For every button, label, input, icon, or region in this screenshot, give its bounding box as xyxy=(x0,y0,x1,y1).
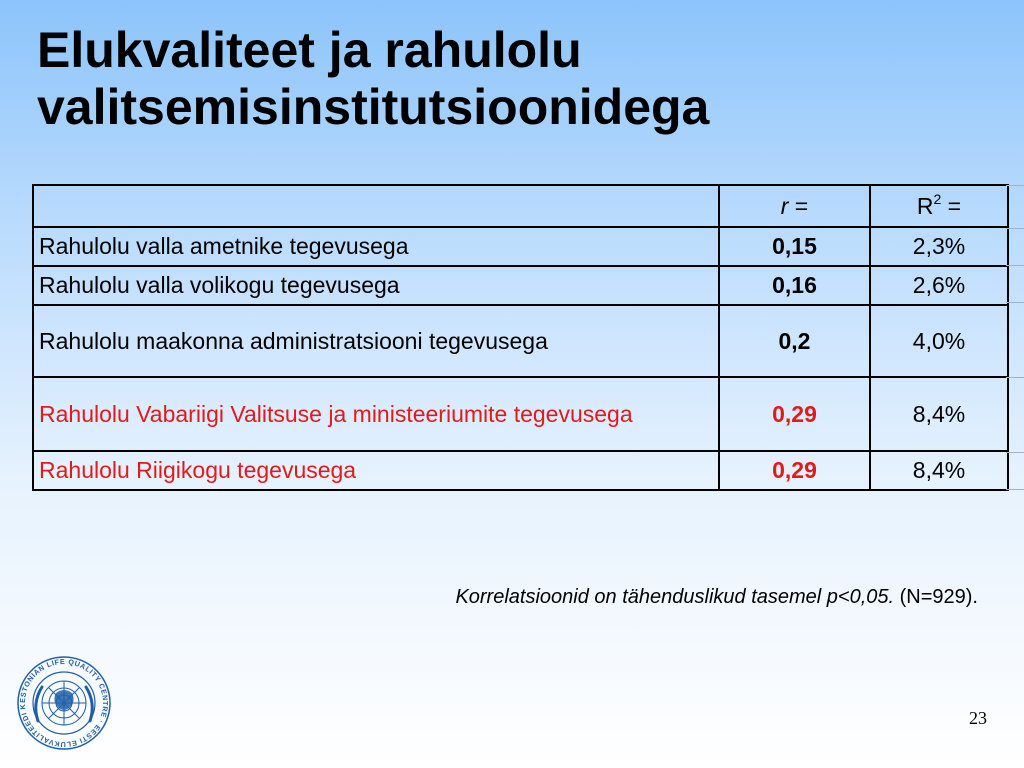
row-r2-value: 8,4% xyxy=(870,451,1008,490)
correlation-table xyxy=(32,184,1009,491)
header-r-cell xyxy=(719,185,870,227)
elqc-logo xyxy=(16,655,112,751)
table-gridline-extension xyxy=(1006,265,1024,266)
slide-number: 23 xyxy=(969,708,987,728)
table-header-row xyxy=(33,185,1008,227)
row-label: Rahulolu Riigikogu tegevusega xyxy=(33,451,719,490)
table-row-highlighted xyxy=(33,451,1008,490)
row-r-value: 0,15 xyxy=(719,227,870,266)
logo-ring-text: ESTONIAN LIFE QUALITY CENTRE · EESTI ELUKVALITEEDI K xyxy=(17,656,111,750)
header-r2-symbol: R xyxy=(916,192,934,219)
table-gridline-extension xyxy=(1006,489,1024,490)
un-emblem-icon xyxy=(16,655,112,751)
table-gridline-extension xyxy=(1006,452,1024,453)
row-label: Rahulolu maakonna administratsiooni tegevusega xyxy=(33,305,719,377)
row-r-value: 0,2 xyxy=(719,305,870,377)
header-r-symbol: r xyxy=(780,192,789,219)
header-r-suffix: = xyxy=(788,192,809,219)
row-r-value: 0,29 xyxy=(719,377,870,451)
header-r2-cell xyxy=(870,185,1008,227)
row-r-value: 0,29 xyxy=(719,451,870,490)
table-row xyxy=(33,266,1008,305)
footnote-significance: Korrelatsioonid on tähenduslikud tasemel p<0,05. xyxy=(455,586,895,608)
header-r2-superscript: 2 xyxy=(933,190,942,207)
row-r2-value: 4,0% xyxy=(870,305,1008,377)
header-label-cell xyxy=(33,185,719,227)
table-row xyxy=(33,305,1008,377)
footnote-sample-size: (N=929). xyxy=(894,586,978,608)
row-r-value: 0,16 xyxy=(719,266,870,305)
table-row xyxy=(33,227,1008,266)
header-r2-suffix: = xyxy=(941,192,962,219)
table-gridline-extension xyxy=(1006,185,1024,186)
table-gridline-extension xyxy=(1006,228,1024,229)
slide-title-line-2: valitsemisinstitutsioonidega xyxy=(37,79,710,135)
row-label: Rahulolu valla ametnike tegevusega xyxy=(33,227,719,266)
row-label: Rahulolu valla volikogu tegevusega xyxy=(33,266,719,305)
table-gridline-extension xyxy=(1006,302,1024,303)
table-gridline-extension xyxy=(1006,377,1024,378)
footnote xyxy=(455,586,978,609)
row-label: Rahulolu Vabariigi Valitsuse ja ministeeriumite tegevusega xyxy=(33,377,719,451)
row-r2-value: 2,6% xyxy=(870,266,1008,305)
slide-title-line-1: Elukvaliteet ja rahulolu xyxy=(37,22,582,78)
slide-title xyxy=(37,22,997,136)
table-row-highlighted xyxy=(33,377,1008,451)
row-r2-value: 2,3% xyxy=(870,227,1008,266)
row-r2-value: 8,4% xyxy=(870,377,1008,451)
